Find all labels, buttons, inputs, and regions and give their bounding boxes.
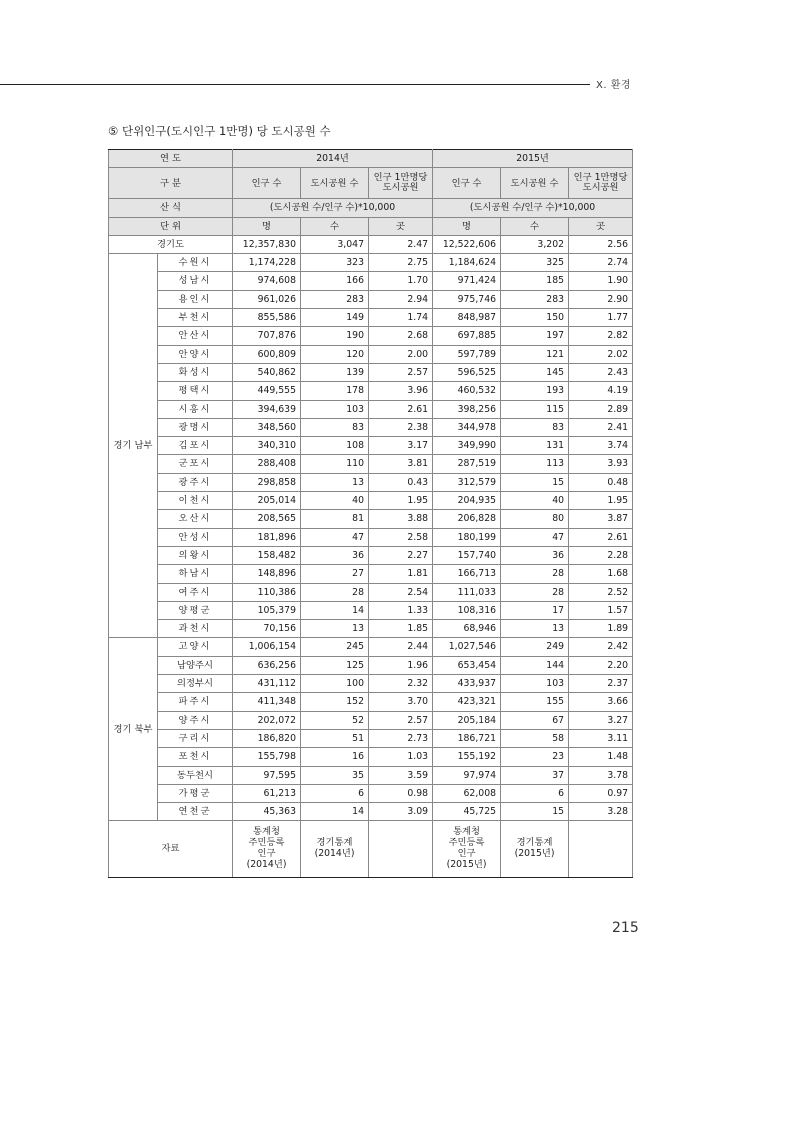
cell-pop14: 348,560 bbox=[233, 418, 301, 436]
city-name: 구리시 bbox=[158, 729, 233, 747]
table-row bbox=[109, 437, 633, 455]
cell-rate14: 2.00 bbox=[369, 345, 433, 363]
source-pop-2014: 통계청 주민등록 인구 (2014년) bbox=[233, 821, 301, 878]
cell-pop15: 155,192 bbox=[433, 748, 501, 766]
table-row bbox=[109, 766, 633, 784]
cell-pop15: 460,532 bbox=[433, 382, 501, 400]
cell-parks15: 150 bbox=[501, 309, 569, 327]
total-pop-2015: 12,522,606 bbox=[433, 235, 501, 253]
city-name: 양주시 bbox=[158, 711, 233, 729]
cell-parks14: 125 bbox=[301, 656, 369, 674]
cell-pop14: 961,026 bbox=[233, 290, 301, 308]
table-row bbox=[109, 546, 633, 564]
table-row bbox=[109, 729, 633, 747]
cell-parks15: 83 bbox=[501, 418, 569, 436]
cell-rate14: 1.74 bbox=[369, 309, 433, 327]
cell-rate14: 1.96 bbox=[369, 656, 433, 674]
cell-parks14: 14 bbox=[301, 803, 369, 821]
unit-places-2014: 곳 bbox=[369, 217, 433, 235]
cell-parks15: 103 bbox=[501, 675, 569, 693]
cell-parks15: 249 bbox=[501, 638, 569, 656]
cell-parks15: 193 bbox=[501, 382, 569, 400]
cell-rate15: 3.93 bbox=[569, 455, 633, 473]
cell-parks15: 67 bbox=[501, 711, 569, 729]
city-name: 하남시 bbox=[158, 565, 233, 583]
cell-parks15: 121 bbox=[501, 345, 569, 363]
cell-rate15: 2.02 bbox=[569, 345, 633, 363]
cell-parks15: 36 bbox=[501, 546, 569, 564]
table-row bbox=[109, 601, 633, 619]
year-2015: 2015년 bbox=[433, 150, 633, 168]
urban-park-table bbox=[108, 149, 633, 878]
city-name: 의정부시 bbox=[158, 675, 233, 693]
cell-parks15: 13 bbox=[501, 620, 569, 638]
cell-pop14: 298,858 bbox=[233, 473, 301, 491]
cell-rate15: 2.74 bbox=[569, 254, 633, 272]
cell-parks14: 13 bbox=[301, 473, 369, 491]
city-name: 파주시 bbox=[158, 693, 233, 711]
cell-pop15: 423,321 bbox=[433, 693, 501, 711]
cell-parks14: 13 bbox=[301, 620, 369, 638]
cell-pop14: 1,174,228 bbox=[233, 254, 301, 272]
source-parks-2015: 경기통계 (2015년) bbox=[501, 821, 569, 878]
cell-rate14: 2.68 bbox=[369, 327, 433, 345]
cell-pop15: 206,828 bbox=[433, 510, 501, 528]
cell-parks14: 83 bbox=[301, 418, 369, 436]
cell-rate14: 1.03 bbox=[369, 748, 433, 766]
cell-parks14: 100 bbox=[301, 675, 369, 693]
cell-pop15: 597,789 bbox=[433, 345, 501, 363]
cell-pop15: 848,987 bbox=[433, 309, 501, 327]
cell-rate15: 1.77 bbox=[569, 309, 633, 327]
cell-pop15: 1,184,624 bbox=[433, 254, 501, 272]
cell-parks14: 52 bbox=[301, 711, 369, 729]
cell-parks15: 131 bbox=[501, 437, 569, 455]
cell-pop14: 707,876 bbox=[233, 327, 301, 345]
cell-parks15: 17 bbox=[501, 601, 569, 619]
cell-parks14: 16 bbox=[301, 748, 369, 766]
unit-places-2015: 곳 bbox=[569, 217, 633, 235]
table-row bbox=[109, 473, 633, 491]
cell-parks15: 197 bbox=[501, 327, 569, 345]
city-name: 의왕시 bbox=[158, 546, 233, 564]
cell-rate14: 1.85 bbox=[369, 620, 433, 638]
year-2014: 2014년 bbox=[233, 150, 433, 168]
cell-parks15: 80 bbox=[501, 510, 569, 528]
table-row bbox=[109, 327, 633, 345]
cell-pop14: 340,310 bbox=[233, 437, 301, 455]
cell-parks14: 110 bbox=[301, 455, 369, 473]
cell-rate14: 3.81 bbox=[369, 455, 433, 473]
cell-pop14: 208,565 bbox=[233, 510, 301, 528]
cell-pop15: 97,974 bbox=[433, 766, 501, 784]
table-row bbox=[109, 272, 633, 290]
cell-rate14: 2.75 bbox=[369, 254, 433, 272]
cell-pop15: 204,935 bbox=[433, 492, 501, 510]
formula-row bbox=[109, 199, 633, 217]
cell-parks15: 58 bbox=[501, 729, 569, 747]
cell-pop14: 431,112 bbox=[233, 675, 301, 693]
cell-pop14: 636,256 bbox=[233, 656, 301, 674]
cell-parks15: 37 bbox=[501, 766, 569, 784]
cell-parks15: 155 bbox=[501, 693, 569, 711]
cell-rate15: 3.87 bbox=[569, 510, 633, 528]
table-row bbox=[109, 711, 633, 729]
cell-pop15: 108,316 bbox=[433, 601, 501, 619]
cell-pop14: 105,379 bbox=[233, 601, 301, 619]
cell-rate14: 3.88 bbox=[369, 510, 433, 528]
formula-2014: (도시공원 수/인구 수)*10,000 bbox=[233, 199, 433, 217]
table-row bbox=[109, 675, 633, 693]
cell-rate15: 2.61 bbox=[569, 528, 633, 546]
cell-pop15: 205,184 bbox=[433, 711, 501, 729]
cell-pop15: 111,033 bbox=[433, 583, 501, 601]
region-north-label: 경기 북부 bbox=[109, 638, 158, 821]
formula-2015: (도시공원 수/인구 수)*10,000 bbox=[433, 199, 633, 217]
cell-parks15: 28 bbox=[501, 565, 569, 583]
cell-pop14: 186,820 bbox=[233, 729, 301, 747]
cell-parks14: 14 bbox=[301, 601, 369, 619]
cell-rate15: 3.74 bbox=[569, 437, 633, 455]
unit-row bbox=[109, 217, 633, 235]
cell-pop14: 411,348 bbox=[233, 693, 301, 711]
cell-rate14: 2.61 bbox=[369, 400, 433, 418]
cell-pop15: 1,027,546 bbox=[433, 638, 501, 656]
cell-rate14: 2.38 bbox=[369, 418, 433, 436]
cell-parks15: 40 bbox=[501, 492, 569, 510]
cell-pop14: 1,006,154 bbox=[233, 638, 301, 656]
cell-rate14: 0.43 bbox=[369, 473, 433, 491]
city-name: 여주시 bbox=[158, 583, 233, 601]
col-parks-2015: 도시공원 수 bbox=[501, 168, 569, 199]
cell-parks15: 145 bbox=[501, 363, 569, 381]
cell-parks14: 28 bbox=[301, 583, 369, 601]
city-name: 과천시 bbox=[158, 620, 233, 638]
table-row bbox=[109, 309, 633, 327]
cell-rate14: 2.57 bbox=[369, 363, 433, 381]
cell-rate14: 2.58 bbox=[369, 528, 433, 546]
city-name: 남양주시 bbox=[158, 656, 233, 674]
cell-pop14: 70,156 bbox=[233, 620, 301, 638]
cell-rate14: 3.59 bbox=[369, 766, 433, 784]
cell-pop15: 653,454 bbox=[433, 656, 501, 674]
city-name: 연천군 bbox=[158, 803, 233, 821]
cell-parks14: 283 bbox=[301, 290, 369, 308]
cell-parks14: 36 bbox=[301, 546, 369, 564]
table-row bbox=[109, 693, 633, 711]
col-population-2014: 인구 수 bbox=[233, 168, 301, 199]
cell-rate14: 1.81 bbox=[369, 565, 433, 583]
cell-pop15: 157,740 bbox=[433, 546, 501, 564]
city-name: 가평군 bbox=[158, 784, 233, 802]
cell-pop15: 596,525 bbox=[433, 363, 501, 381]
cell-rate15: 2.82 bbox=[569, 327, 633, 345]
city-name: 안산시 bbox=[158, 327, 233, 345]
city-name: 광명시 bbox=[158, 418, 233, 436]
cell-pop14: 148,896 bbox=[233, 565, 301, 583]
cell-rate15: 3.66 bbox=[569, 693, 633, 711]
cell-pop14: 110,386 bbox=[233, 583, 301, 601]
year-label: 연 도 bbox=[109, 150, 233, 168]
cell-rate15: 2.89 bbox=[569, 400, 633, 418]
cell-parks14: 47 bbox=[301, 528, 369, 546]
cell-pop15: 62,008 bbox=[433, 784, 501, 802]
cell-rate15: 1.68 bbox=[569, 565, 633, 583]
total-rate-2015: 2.56 bbox=[569, 235, 633, 253]
table-row bbox=[109, 492, 633, 510]
cell-pop14: 855,586 bbox=[233, 309, 301, 327]
region-south-label: 경기 남부 bbox=[109, 254, 158, 638]
cell-parks14: 190 bbox=[301, 327, 369, 345]
cell-parks14: 139 bbox=[301, 363, 369, 381]
cell-parks14: 40 bbox=[301, 492, 369, 510]
total-parks-2014: 3,047 bbox=[301, 235, 369, 253]
unit-people-2014: 명 bbox=[233, 217, 301, 235]
cell-rate15: 1.48 bbox=[569, 748, 633, 766]
cell-pop15: 344,978 bbox=[433, 418, 501, 436]
total-parks-2015: 3,202 bbox=[501, 235, 569, 253]
cell-rate15: 2.20 bbox=[569, 656, 633, 674]
city-name: 용인시 bbox=[158, 290, 233, 308]
cell-rate14: 2.54 bbox=[369, 583, 433, 601]
cell-parks15: 28 bbox=[501, 583, 569, 601]
cell-parks14: 103 bbox=[301, 400, 369, 418]
cell-rate14: 2.32 bbox=[369, 675, 433, 693]
source-rate-2015 bbox=[569, 821, 633, 878]
cell-pop15: 975,746 bbox=[433, 290, 501, 308]
cell-rate14: 2.73 bbox=[369, 729, 433, 747]
city-name: 이천시 bbox=[158, 492, 233, 510]
table-row bbox=[109, 400, 633, 418]
cell-parks15: 6 bbox=[501, 784, 569, 802]
table-row bbox=[109, 254, 633, 272]
cell-pop14: 45,363 bbox=[233, 803, 301, 821]
table-row bbox=[109, 510, 633, 528]
source-rate-2014 bbox=[369, 821, 433, 878]
cell-pop15: 166,713 bbox=[433, 565, 501, 583]
col-parks-2014: 도시공원 수 bbox=[301, 168, 369, 199]
table-row bbox=[109, 528, 633, 546]
cell-pop15: 697,885 bbox=[433, 327, 501, 345]
table-row bbox=[109, 290, 633, 308]
table-row bbox=[109, 583, 633, 601]
cell-rate14: 3.96 bbox=[369, 382, 433, 400]
unit-count-2014: 수 bbox=[301, 217, 369, 235]
cell-parks15: 283 bbox=[501, 290, 569, 308]
city-name: 안성시 bbox=[158, 528, 233, 546]
total-rate-2014: 2.47 bbox=[369, 235, 433, 253]
cell-rate15: 3.11 bbox=[569, 729, 633, 747]
table-row bbox=[109, 748, 633, 766]
cell-pop14: 158,482 bbox=[233, 546, 301, 564]
cell-pop14: 974,608 bbox=[233, 272, 301, 290]
cell-parks14: 6 bbox=[301, 784, 369, 802]
city-name: 고양시 bbox=[158, 638, 233, 656]
total-name: 경기도 bbox=[109, 235, 233, 253]
cell-pop14: 600,809 bbox=[233, 345, 301, 363]
cell-pop15: 312,579 bbox=[433, 473, 501, 491]
cell-pop14: 181,896 bbox=[233, 528, 301, 546]
cell-rate15: 0.97 bbox=[569, 784, 633, 802]
cell-rate14: 2.44 bbox=[369, 638, 433, 656]
cell-rate14: 2.27 bbox=[369, 546, 433, 564]
source-label: 자료 bbox=[109, 821, 233, 878]
cell-pop15: 45,725 bbox=[433, 803, 501, 821]
cell-rate15: 2.41 bbox=[569, 418, 633, 436]
cell-rate14: 2.57 bbox=[369, 711, 433, 729]
table-row bbox=[109, 656, 633, 674]
city-name: 오산시 bbox=[158, 510, 233, 528]
cell-parks14: 152 bbox=[301, 693, 369, 711]
col-per10k-2014: 인구 1만명당 도시공원 bbox=[369, 168, 433, 199]
cell-rate14: 3.70 bbox=[369, 693, 433, 711]
cell-rate14: 2.94 bbox=[369, 290, 433, 308]
cell-pop14: 540,862 bbox=[233, 363, 301, 381]
cell-rate14: 1.95 bbox=[369, 492, 433, 510]
table-row bbox=[109, 345, 633, 363]
cell-rate15: 2.42 bbox=[569, 638, 633, 656]
cell-parks14: 178 bbox=[301, 382, 369, 400]
unit-count-2015: 수 bbox=[501, 217, 569, 235]
cell-parks14: 108 bbox=[301, 437, 369, 455]
cell-rate15: 2.52 bbox=[569, 583, 633, 601]
city-name: 포천시 bbox=[158, 748, 233, 766]
chapter-label: Ⅹ. 환경 bbox=[596, 80, 632, 91]
cell-parks15: 15 bbox=[501, 473, 569, 491]
cell-pop15: 433,937 bbox=[433, 675, 501, 693]
table-row bbox=[109, 803, 633, 821]
city-name: 시흥시 bbox=[158, 400, 233, 418]
city-name: 화성시 bbox=[158, 363, 233, 381]
cell-rate15: 3.78 bbox=[569, 766, 633, 784]
cell-rate15: 2.90 bbox=[569, 290, 633, 308]
cell-parks14: 81 bbox=[301, 510, 369, 528]
cell-parks14: 323 bbox=[301, 254, 369, 272]
section-title: ⑤ 단위인구(도시인구 1만명) 당 도시공원 수 bbox=[108, 124, 331, 138]
cell-rate15: 2.37 bbox=[569, 675, 633, 693]
cell-pop14: 61,213 bbox=[233, 784, 301, 802]
cell-rate14: 1.70 bbox=[369, 272, 433, 290]
table-row bbox=[109, 565, 633, 583]
cell-rate14: 0.98 bbox=[369, 784, 433, 802]
cell-parks14: 245 bbox=[301, 638, 369, 656]
city-name: 광주시 bbox=[158, 473, 233, 491]
table-row bbox=[109, 382, 633, 400]
cell-rate15: 1.89 bbox=[569, 620, 633, 638]
cell-parks15: 185 bbox=[501, 272, 569, 290]
year-header-row bbox=[109, 150, 633, 168]
cell-pop14: 394,639 bbox=[233, 400, 301, 418]
cell-parks15: 115 bbox=[501, 400, 569, 418]
page-number: 215 bbox=[612, 920, 639, 936]
col-per10k-2015: 인구 1만명당 도시공원 bbox=[569, 168, 633, 199]
cell-parks15: 144 bbox=[501, 656, 569, 674]
table-row bbox=[109, 418, 633, 436]
cell-parks14: 149 bbox=[301, 309, 369, 327]
cell-rate15: 3.28 bbox=[569, 803, 633, 821]
cell-parks14: 120 bbox=[301, 345, 369, 363]
cell-parks14: 51 bbox=[301, 729, 369, 747]
city-name: 동두천시 bbox=[158, 766, 233, 784]
cell-pop15: 186,721 bbox=[433, 729, 501, 747]
column-header-row bbox=[109, 168, 633, 199]
table-row bbox=[109, 363, 633, 381]
city-name: 안양시 bbox=[158, 345, 233, 363]
cell-parks14: 27 bbox=[301, 565, 369, 583]
city-name: 평택시 bbox=[158, 382, 233, 400]
cell-pop14: 449,555 bbox=[233, 382, 301, 400]
cell-rate15: 2.28 bbox=[569, 546, 633, 564]
table-row bbox=[109, 638, 633, 656]
cell-pop14: 288,408 bbox=[233, 455, 301, 473]
city-name: 양평군 bbox=[158, 601, 233, 619]
cell-pop14: 205,014 bbox=[233, 492, 301, 510]
unit-people-2015: 명 bbox=[433, 217, 501, 235]
cell-rate15: 0.48 bbox=[569, 473, 633, 491]
cell-rate15: 1.90 bbox=[569, 272, 633, 290]
formula-label: 산 식 bbox=[109, 199, 233, 217]
header-rule bbox=[0, 84, 590, 85]
category-label: 구 분 bbox=[109, 168, 233, 199]
cell-rate15: 3.27 bbox=[569, 711, 633, 729]
col-population-2015: 인구 수 bbox=[433, 168, 501, 199]
cell-parks15: 23 bbox=[501, 748, 569, 766]
source-row bbox=[109, 821, 633, 878]
table-row bbox=[109, 455, 633, 473]
cell-rate15: 2.43 bbox=[569, 363, 633, 381]
city-name: 수원시 bbox=[158, 254, 233, 272]
cell-rate15: 1.95 bbox=[569, 492, 633, 510]
cell-parks15: 47 bbox=[501, 528, 569, 546]
cell-pop15: 971,424 bbox=[433, 272, 501, 290]
city-name: 성남시 bbox=[158, 272, 233, 290]
cell-rate14: 3.17 bbox=[369, 437, 433, 455]
cell-pop15: 287,519 bbox=[433, 455, 501, 473]
cell-pop14: 97,595 bbox=[233, 766, 301, 784]
cell-parks15: 15 bbox=[501, 803, 569, 821]
cell-pop15: 180,199 bbox=[433, 528, 501, 546]
unit-label: 단 위 bbox=[109, 217, 233, 235]
city-name: 군포시 bbox=[158, 455, 233, 473]
total-row bbox=[109, 235, 633, 253]
city-name: 부천시 bbox=[158, 309, 233, 327]
city-name: 김포시 bbox=[158, 437, 233, 455]
cell-rate14: 3.09 bbox=[369, 803, 433, 821]
source-pop-2015: 통계청 주민등록 인구 (2015년) bbox=[433, 821, 501, 878]
cell-pop15: 349,990 bbox=[433, 437, 501, 455]
cell-parks15: 113 bbox=[501, 455, 569, 473]
table-row bbox=[109, 620, 633, 638]
cell-parks14: 166 bbox=[301, 272, 369, 290]
cell-rate15: 4.19 bbox=[569, 382, 633, 400]
cell-pop14: 155,798 bbox=[233, 748, 301, 766]
table-row bbox=[109, 784, 633, 802]
source-parks-2014: 경기통계 (2014년) bbox=[301, 821, 369, 878]
cell-parks14: 35 bbox=[301, 766, 369, 784]
cell-pop15: 68,946 bbox=[433, 620, 501, 638]
cell-rate14: 1.33 bbox=[369, 601, 433, 619]
cell-pop15: 398,256 bbox=[433, 400, 501, 418]
total-pop-2014: 12,357,830 bbox=[233, 235, 301, 253]
cell-rate15: 1.57 bbox=[569, 601, 633, 619]
cell-parks15: 325 bbox=[501, 254, 569, 272]
cell-pop14: 202,072 bbox=[233, 711, 301, 729]
